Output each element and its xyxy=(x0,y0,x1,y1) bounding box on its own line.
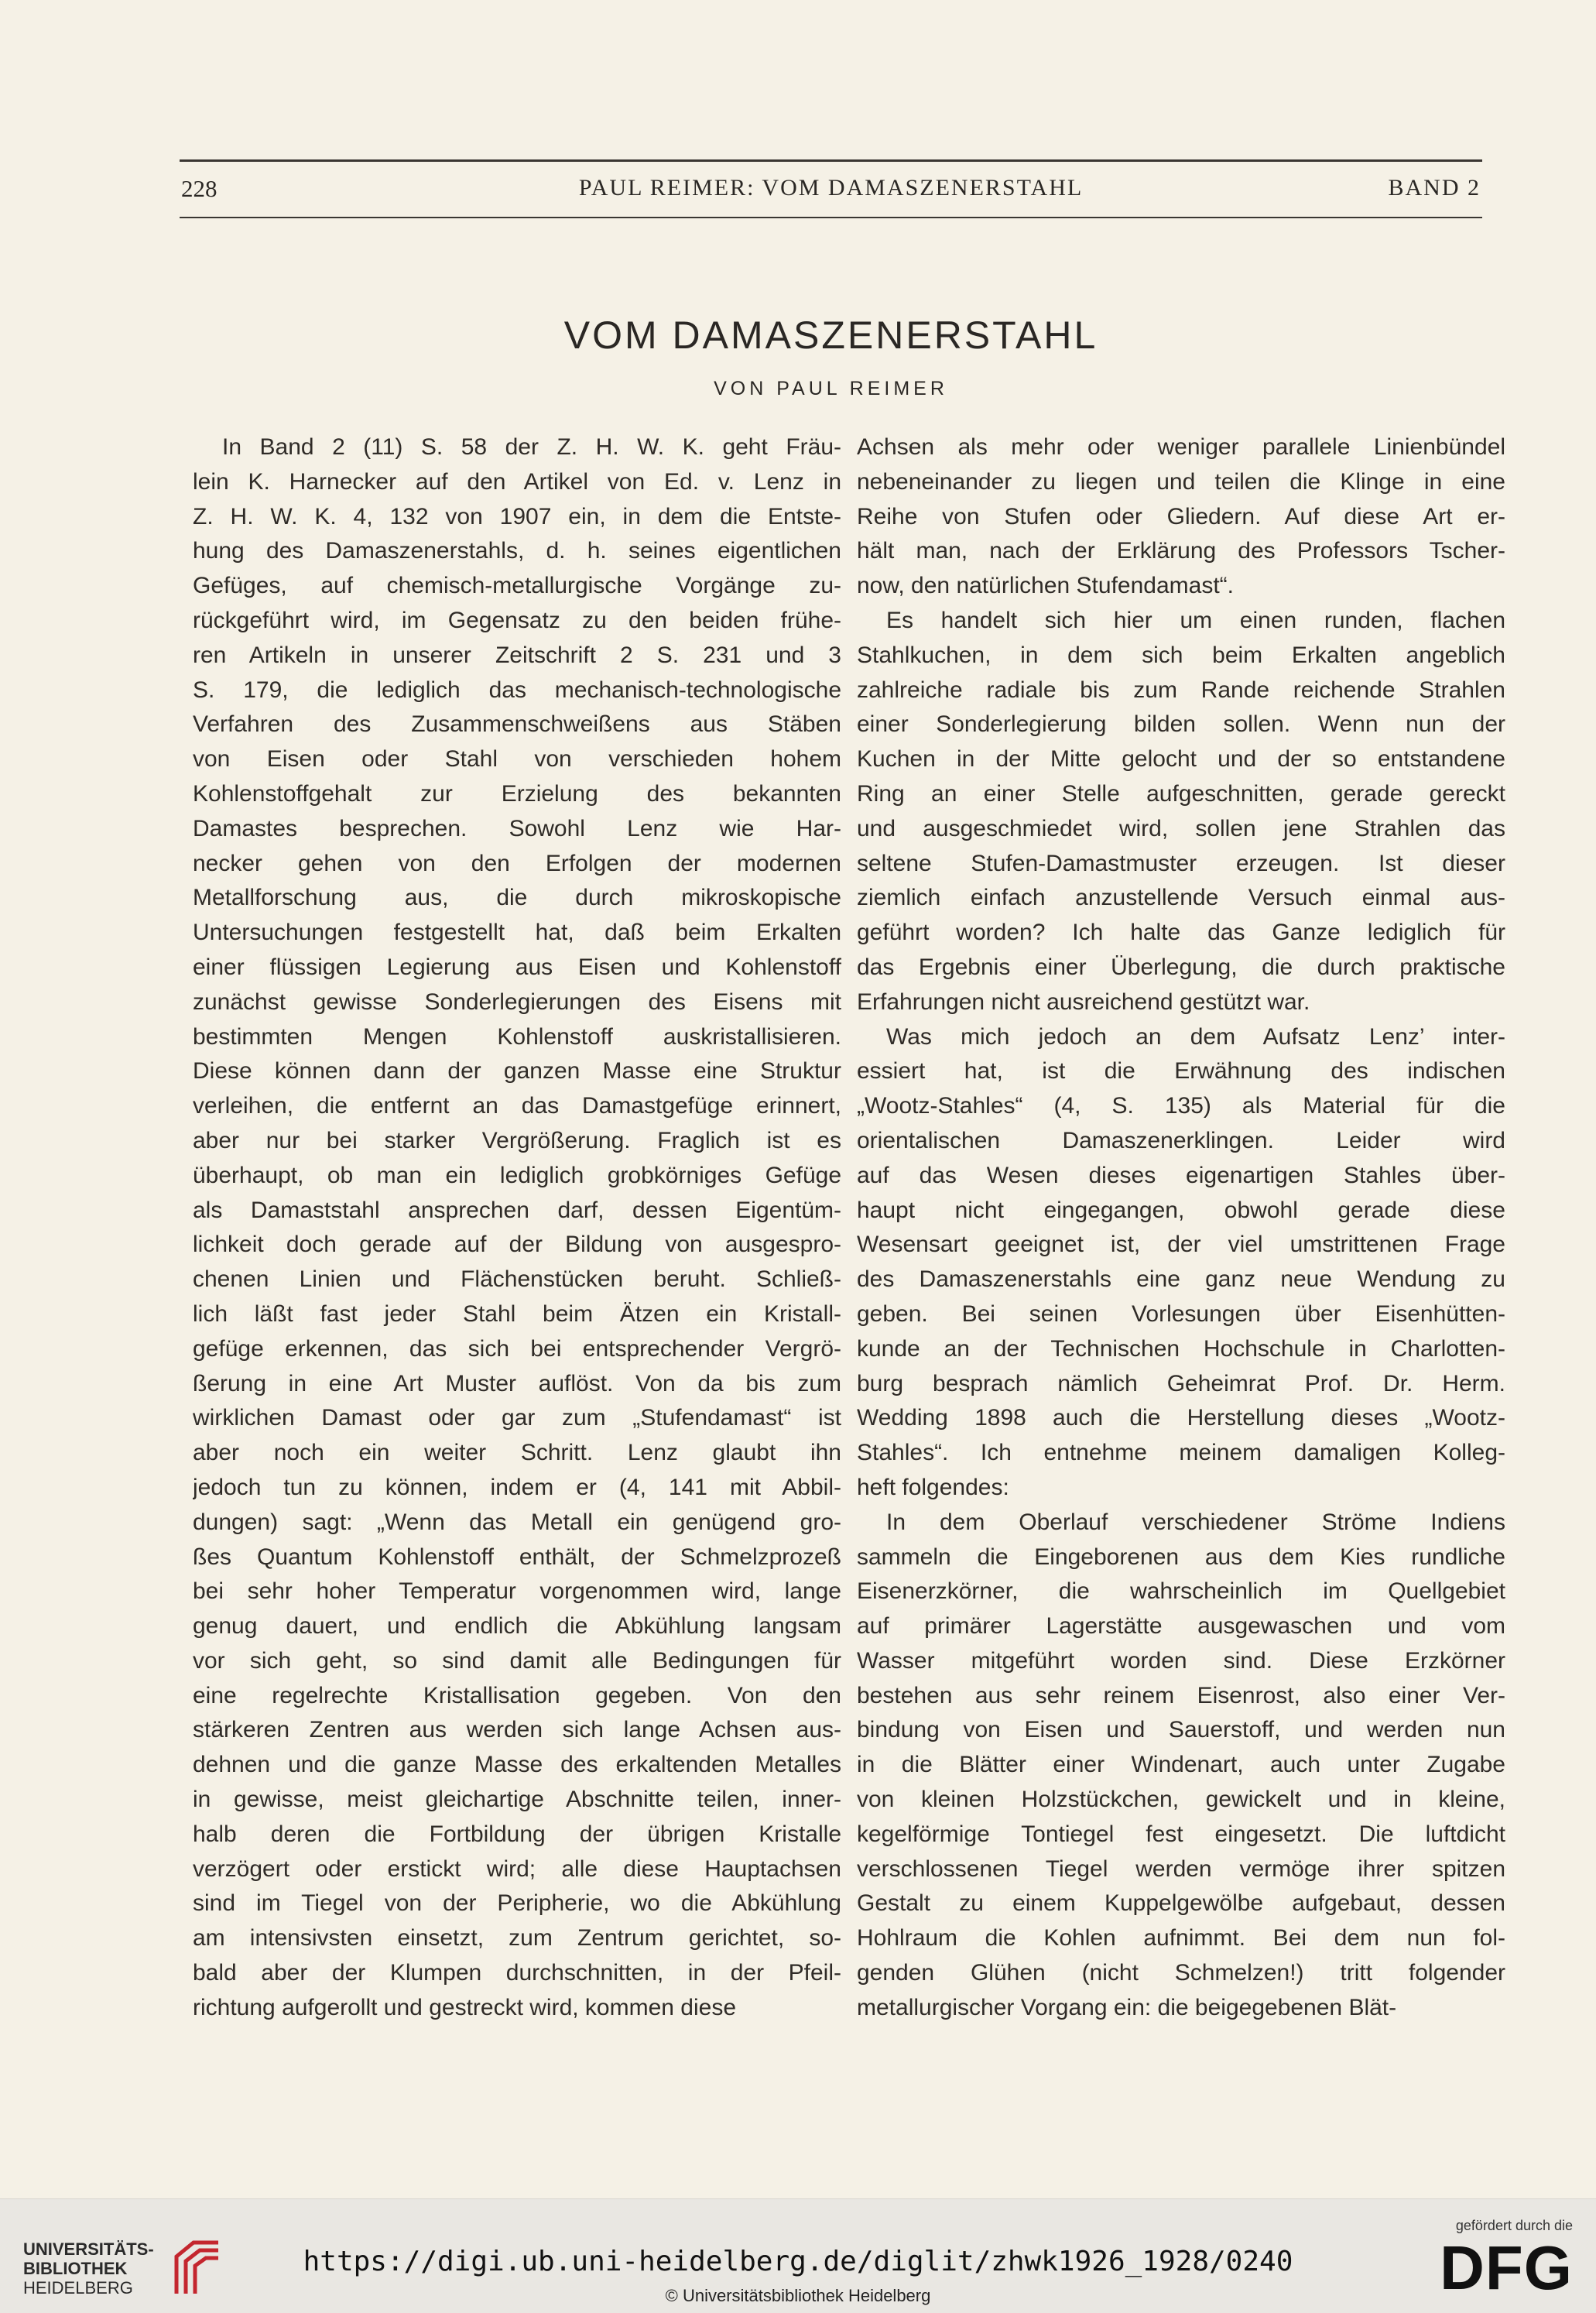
running-title: PAUL REIMER: VOM DAMASZENERSTAHL xyxy=(578,175,1084,200)
text-line: lein K. Harnecker auf den Artikel von Ed. v. Lenz in xyxy=(193,468,841,495)
text-line: Kuchen in der Mitte gelocht und der so entstandene xyxy=(857,746,1505,773)
text-line: dehnen und die ganze Masse des erkaltenden Metalles xyxy=(193,1752,841,1778)
text-line: ren Artikeln in unserer Zeitschrift 2 S. 231 und 3 xyxy=(193,642,841,668)
copyright-notice: © Universitätsbibliothek Heidelberg xyxy=(665,2286,931,2305)
text-line: Gefüges, auf chemisch-metallurgische Vorgänge zu- xyxy=(193,573,841,599)
article-title: VOM DAMASZENERSTAHL xyxy=(563,314,1098,357)
text-line: orientalischen Damaszenerklingen. Leider wird xyxy=(857,1127,1505,1153)
text-line: von Eisen oder Stahl von verschieden hohem xyxy=(193,746,841,773)
text-line: halb deren die Fortbildung der übrigen Kristalle xyxy=(193,1821,841,1847)
header-rule-bottom xyxy=(180,217,1482,218)
text-line: Wedding 1898 auch die Herstellung dieses „Wootz- xyxy=(857,1405,1505,1431)
right-text-column xyxy=(857,430,1505,2026)
text-line: am intensivsten einsetzt, zum Zentrum gerichtet, so- xyxy=(193,1925,841,1951)
document-url-link[interactable]: https://digi.ub.uni-heidelberg.de/diglit/zhwk1926_1928/0240 xyxy=(303,2246,1293,2277)
text-line: Damastes besprechen. Sowohl Lenz wie Har- xyxy=(193,815,841,841)
text-line: Reihe von Stufen oder Gliedern. Auf diese Art er- xyxy=(857,503,1505,529)
text-line: hung des Damaszenerstahls, d. h. seines eigentlichen xyxy=(193,538,841,564)
text-line: heft folgendes: xyxy=(857,1474,1009,1500)
text-line: Z. H. W. K. 4, 132 von 1907 ein, in dem die Entste- xyxy=(193,503,841,529)
band-label: BAND 2 xyxy=(1388,175,1481,200)
text-line: geben. Bei seinen Vorlesungen über Eisenhütten- xyxy=(857,1300,1505,1327)
text-line: auf primärer Lagerstätte ausgewaschen und vom xyxy=(857,1613,1505,1640)
text-line: Diese können dann der ganzen Masse eine Struktur xyxy=(193,1058,841,1085)
text-line: Stahles“. Ich entnehme meinem damaligen Kolleg- xyxy=(857,1440,1505,1466)
article-author: VON PAUL REIMER xyxy=(714,378,948,399)
text-line: und ausgeschmiedet wird, sollen jene Strahlen das xyxy=(857,815,1505,841)
text-line: genden Glühen (nicht Schmelzen!) tritt folgender xyxy=(857,1960,1505,1986)
text-line: vor sich geht, so sind damit alle Bedingungen für xyxy=(193,1647,841,1674)
text-line: bindung von Eisen und Sauerstoff, und werden nun xyxy=(857,1717,1505,1743)
text-line: bestehen aus sehr reinem Eisenrost, also einer Ver- xyxy=(857,1682,1505,1708)
text-line: Ring an einer Stelle aufgeschnitten, gerade gereckt xyxy=(857,780,1505,807)
text-line: das Ergebnis einer Überlegung, die durch praktische xyxy=(857,954,1505,980)
text-line: Untersuchungen festgestellt hat, daß beim Erkalten xyxy=(193,920,841,946)
left-text-column xyxy=(193,430,841,2026)
text-line: sammeln die Eingeborenen aus dem Kies rundliche xyxy=(857,1544,1505,1570)
text-line: bald aber der Klumpen durchschnitten, in der Pfeil- xyxy=(193,1960,841,1986)
text-line: lichkeit doch gerade auf der Bildung von ausgespro- xyxy=(193,1232,841,1258)
text-line: Es handelt sich hier um einen runden, flachen xyxy=(886,607,1505,633)
funding-caption: gefördert durch die xyxy=(1455,2218,1573,2233)
text-line: lich läßt fast jeder Stahl beim Ätzen ein Kristall- xyxy=(193,1300,841,1327)
text-line: hält man, nach der Erklärung des Professors Tscher- xyxy=(857,538,1505,564)
text-line: in die Blätter einer Windenart, auch unter Zugabe xyxy=(857,1752,1505,1778)
text-line: In Band 2 (11) S. 58 der Z. H. W. K. geht Fräu- xyxy=(222,434,841,460)
running-header xyxy=(180,172,1482,211)
text-line: Wesensart geeignet ist, der viel umstrittenen Frage xyxy=(857,1232,1505,1258)
text-line: bei sehr hoher Temperatur vorgenommen wird, lange xyxy=(193,1578,841,1605)
page-number: 228 xyxy=(181,175,217,202)
viewer-footer xyxy=(0,2198,1596,2313)
text-line: geführt worden? Ich halte das Ganze lediglich für xyxy=(857,920,1505,946)
text-line: Gestalt zu einem Kuppelgewölbe aufgebaut, dessen xyxy=(857,1890,1505,1917)
text-line: ßes Quantum Kohlenstoff enthält, der Schmelzprozeß xyxy=(193,1544,841,1570)
text-line: chenen Linien und Flächenstücken beruht. Schließ- xyxy=(193,1266,841,1293)
text-line: Stahlkuchen, in dem sich beim Erkalten angeblich xyxy=(857,642,1505,668)
text-line: jedoch tun zu können, indem er (4, 141 mit Abbil- xyxy=(193,1474,841,1500)
library-name-line1: UNIVERSITÄTS- xyxy=(23,2239,154,2259)
text-line: ziemlich einfach anzustellende Versuch einmal aus- xyxy=(857,885,1505,911)
text-line: ßerung in eine Art Muster auflöst. Von da bis zum xyxy=(193,1370,841,1396)
text-line: wirklichen Damast oder gar zum „Stufendamast“ ist xyxy=(193,1405,841,1431)
text-line: zahlreiche radiale bis zum Rande reichende Strahlen xyxy=(857,677,1505,703)
text-line: genug dauert, und endlich die Abkühlung langsam xyxy=(193,1613,841,1640)
text-line: nebeneinander zu liegen und teilen die Klinge in eine xyxy=(857,468,1505,495)
text-line: auf das Wesen dieses eigenartigen Stahles über- xyxy=(857,1162,1505,1188)
text-line: von kleinen Holzstückchen, gewickelt und in kleine, xyxy=(857,1787,1505,1813)
text-line: essiert hat, ist die Erwähnung des indischen xyxy=(857,1058,1505,1085)
text-line: überhaupt, ob man ein lediglich grobkörniges Gefüge xyxy=(193,1162,841,1188)
text-line: verzögert oder erstickt wird; alle diese Hauptachsen xyxy=(193,1856,841,1882)
text-line: Hohlraum die Kohlen aufnimmt. Bei dem nun fol- xyxy=(857,1925,1505,1951)
dfg-logo-text: DFG xyxy=(1440,2233,1573,2302)
text-line: now, den natürlichen Stufendamast“. xyxy=(857,573,1234,599)
text-line: aber nur bei starker Vergrößerung. Fraglich ist es xyxy=(193,1127,841,1153)
text-line: in gewisse, meist gleichartige Abschnitte teilen, inner- xyxy=(193,1787,841,1813)
text-line: Achsen als mehr oder weniger parallele Linienbündel xyxy=(857,434,1505,460)
text-line: Eisenerzkörner, die wahrscheinlich im Quellgebiet xyxy=(857,1578,1505,1605)
text-line: Wasser mitgeführt worden sind. Diese Erzkörner xyxy=(857,1647,1505,1674)
text-line: Kohlenstoffgehalt zur Erzielung des bekannten xyxy=(193,780,841,807)
text-line: eine regelrechte Kristallisation gegeben. Von den xyxy=(193,1682,841,1708)
library-name-line2: BIBLIOTHEK xyxy=(23,2259,128,2278)
text-line: Metallforschung aus, die durch mikroskopische xyxy=(193,885,841,911)
text-line: Erfahrungen nicht ausreichend gestützt war. xyxy=(857,989,1310,1015)
text-line: zunächst gewisse Sonderlegierungen des Eisens mit xyxy=(193,989,841,1015)
library-name-line3: HEIDELBERG xyxy=(23,2278,133,2298)
text-line: kegelförmige Tontiegel fest eingesetzt. Die luftdicht xyxy=(857,1821,1505,1847)
text-line: gefüge erkennen, das sich bei entsprechender Vergrö- xyxy=(193,1335,841,1362)
text-line: haupt nicht eingegangen, obwohl gerade diese xyxy=(857,1197,1505,1223)
text-line: S. 179, die lediglich das mechanisch-technologische xyxy=(193,677,841,703)
text-line: burg besprach nämlich Geheimrat Prof. Dr. Herm. xyxy=(857,1370,1505,1396)
text-line: necker gehen von den Erfolgen der modernen xyxy=(193,850,841,876)
text-line: verleihen, die entfernt an das Damastgefüge erinnert, xyxy=(193,1093,841,1119)
text-line: „Wootz-Stahles“ (4, S. 135) als Material für die xyxy=(857,1093,1505,1119)
text-line: dungen) sagt: „Wenn das Metall ein genügend gro- xyxy=(193,1509,841,1535)
header-rule-top xyxy=(180,159,1482,162)
text-line: einer flüssigen Legierung aus Eisen und Kohlenstoff xyxy=(193,954,841,980)
text-line: rückgeführt wird, im Gegensatz zu den beiden frühe- xyxy=(193,607,841,633)
text-line: kunde an der Technischen Hochschule in Charlotten- xyxy=(857,1335,1505,1362)
text-line: richtung aufgerollt und gestreckt wird, kommen diese xyxy=(193,1994,737,2020)
dfg-funding-logo[interactable] xyxy=(1410,2218,1573,2303)
text-line: stärkeren Zentren aus werden sich lange Achsen aus- xyxy=(193,1717,841,1743)
text-line: bestimmten Mengen Kohlenstoff auskristallisieren. xyxy=(193,1023,841,1050)
text-line: des Damaszenerstahls eine ganz neue Wendung zu xyxy=(857,1266,1505,1293)
text-line: Was mich jedoch an dem Aufsatz Lenz’ inter- xyxy=(886,1023,1505,1050)
text-line: verschlossenen Tiegel werden vermöge ihrer spitzen xyxy=(857,1856,1505,1882)
text-line: Verfahren des Zusammenschweißens aus Stäben xyxy=(193,711,841,738)
text-line: einer Sonderlegierung bilden sollen. Wenn nun der xyxy=(857,711,1505,738)
text-line: als Damaststahl ansprechen darf, dessen Eigentüm- xyxy=(193,1197,841,1223)
text-line: metallurgischer Vorgang ein: die beigegebenen Blät- xyxy=(857,1994,1397,2020)
text-line: In dem Oberlauf verschiedener Ströme Indiens xyxy=(886,1509,1505,1535)
text-line: aber noch ein weiter Schritt. Lenz glaubt ihn xyxy=(193,1440,841,1466)
text-line: sind im Tiegel von der Peripherie, wo die Abkühlung xyxy=(193,1890,841,1917)
text-line: seltene Stufen-Damastmuster erzeugen. Ist dieser xyxy=(857,850,1505,876)
